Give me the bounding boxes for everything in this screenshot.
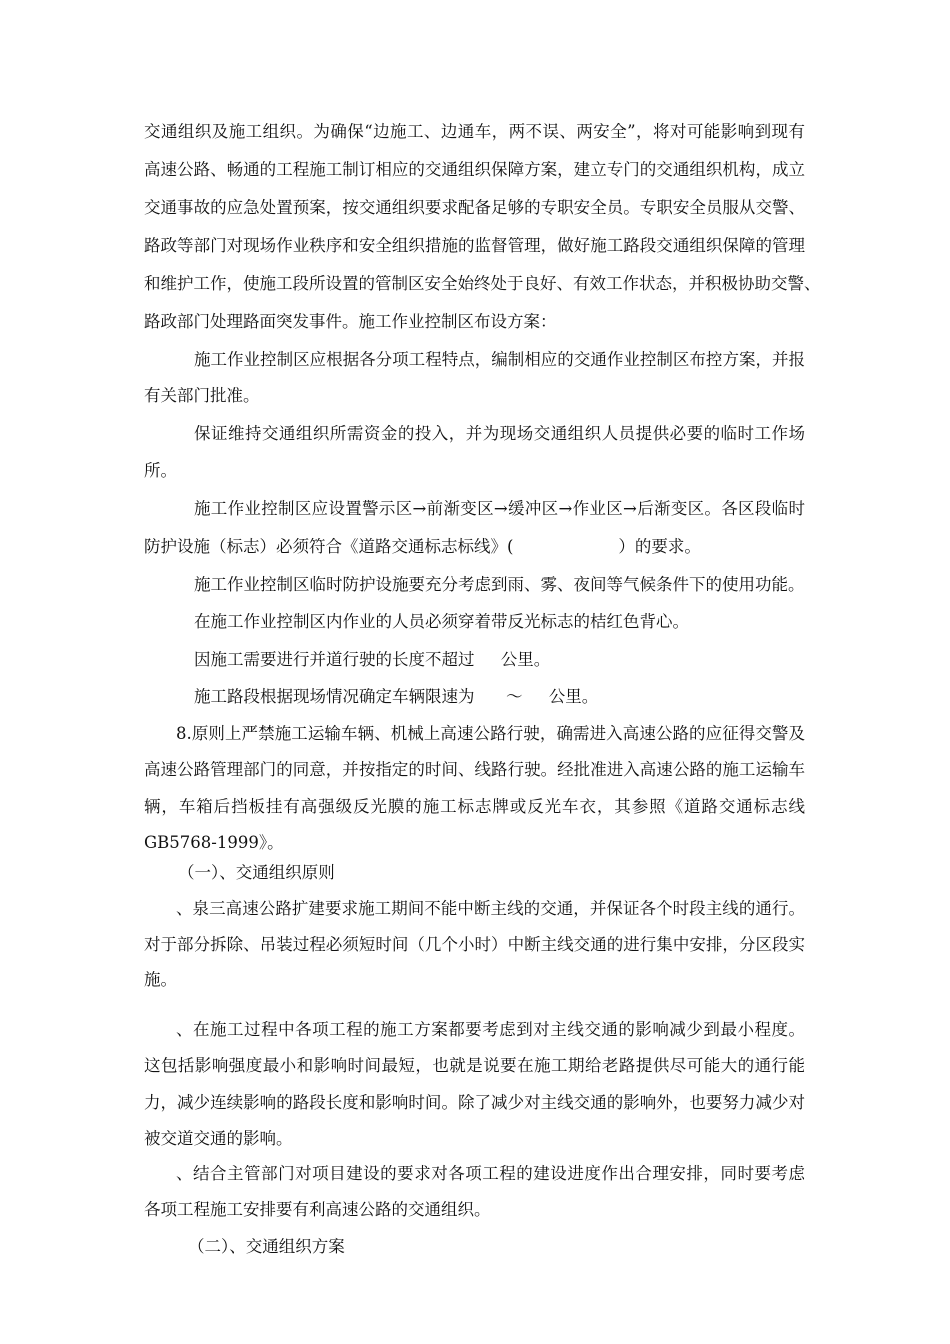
text-line: 、结合主管部门对项目建设的要求对各项工程的建设进度作出合理安排，同时要考虑	[176, 1164, 805, 1183]
text-line: 施工作业控制区应根据各分项工程特点，编制相应的交通作业控制区布控方案，并报	[194, 350, 805, 369]
text-line: 施。	[144, 970, 177, 989]
text-line: 所。	[144, 461, 177, 480]
section-heading: （一）、交通组织原则	[178, 863, 335, 882]
text-line: 辆，车箱后挡板挂有高强级反光膜的施工标志牌或反光车衣，其参照《道路交通标志线	[144, 797, 805, 816]
text-line: 、在施工过程中各项工程的施工方案都要考虑到对主线交通的影响减少到最小程度。	[176, 1020, 805, 1039]
text-line: 路政部门处理路面突发事件。施工作业控制区布设方案：	[144, 312, 557, 331]
text-line: 交通组织及施工组织。为确保“边施工、边通车，两不误、两安全”，将对可能影响到现有	[144, 122, 805, 141]
text-line: 高速公路、畅通的工程施工制订相应的交通组织保障方案，建立专门的交通组织机构，成立	[144, 160, 805, 179]
text-line: 在施工作业控制区内作业的人员必须穿着带反光标志的桔红色背心。	[194, 612, 689, 631]
text-line: 有关部门批准。	[144, 386, 260, 405]
text-line: GB5768-1999》。	[144, 833, 284, 852]
text-line: 施工作业控制区临时防护设施要充分考虑到雨、雾、夜间等气候条件下的使用功能。	[194, 575, 805, 594]
text-line: 对于部分拆除、吊装过程必须短时间（几个小时）中断主线交通的进行集中安排，分区段实	[144, 935, 805, 954]
text-line: 因施工需要进行并道行驶的长度不超过 公里。	[194, 650, 551, 669]
text-line: 被交道交通的影响。	[144, 1129, 293, 1148]
text-line: 防护设施（标志）必须符合《道路交通标志标线》( ）的要求。	[144, 537, 701, 556]
text-line: 保证维持交通组织所需资金的投入，并为现场交通组织人员提供必要的临时工作场	[194, 424, 805, 443]
text-line: 施工路段根据现场情况确定车辆限速为 ～ 公里。	[194, 687, 599, 706]
text-line: 和维护工作，使施工段所设置的管制区安全始终处于良好、有效工作状态，并积极协助交警、	[144, 274, 821, 293]
text-line: 高速公路管理部门的同意，并按指定的时间、线路行驶。经批准进入高速公路的施工运输车	[144, 760, 805, 779]
text-line: 交通事故的应急处置预案，按交通组织要求配备足够的专职安全员。专职安全员服从交警、	[144, 198, 805, 217]
text-line: 、泉三高速公路扩建要求施工期间不能中断主线的交通，并保证各个时段主线的通行。	[176, 899, 805, 918]
section-heading: （二）、交通组织方案	[188, 1237, 345, 1256]
text-line: 8.原则上严禁施工运输车辆、机械上高速公路行驶，确需进入高速公路的应征得交警及	[176, 724, 805, 743]
text-line: 这包括影响强度最小和影响时间最短，也就是说要在施工期给老路提供尽可能大的通行能	[144, 1056, 805, 1075]
text-line: 路政等部门对现场作业秩序和安全组织措施的监督管理，做好施工路段交通组织保障的管理	[144, 236, 805, 255]
text-line: 施工作业控制区应设置警示区→前渐变区→缓冲区→作业区→后渐变区。各区段临时	[194, 499, 805, 518]
text-line: 力，减少连续影响的路段长度和影响时间。除了减少对主线交通的影响外，也要努力减少对	[144, 1093, 805, 1112]
text-line: 各项工程施工安排要有利高速公路的交通组织。	[144, 1200, 491, 1219]
